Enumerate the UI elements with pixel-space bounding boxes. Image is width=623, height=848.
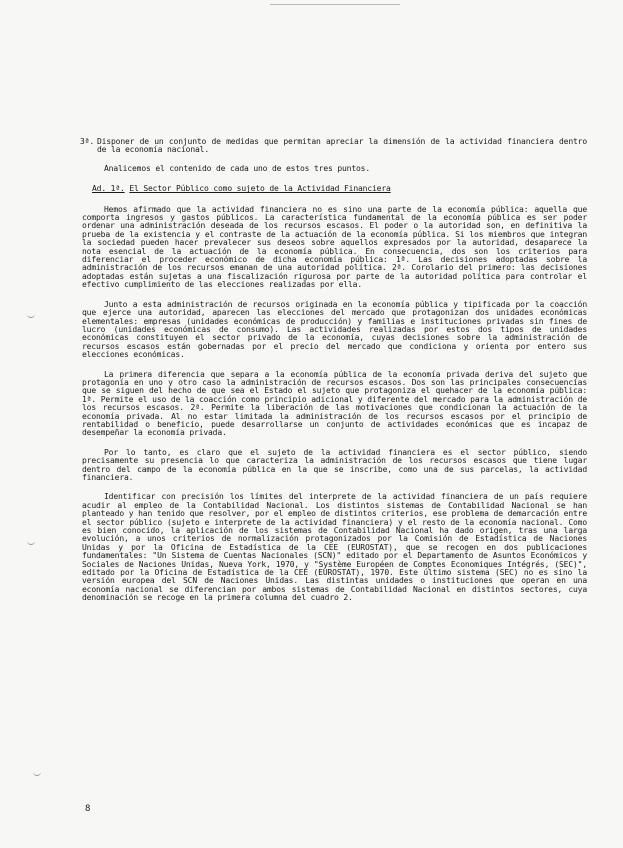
document-body	[82, 138, 587, 603]
section-title: El Sector Público como sujeto de la Actividad Financiera	[129, 184, 391, 194]
section-code: Ad. 1ª.	[92, 184, 125, 194]
intro-sentence: Analicemos el contenido de cada uno de estos tres puntos.	[104, 163, 370, 173]
list-item-number: 3ª.	[80, 137, 94, 146]
paragraph-5: Identificar con precisión los límites del interprete de la actividad financiera de un país requiere acudir al empleo de la Contabilidad Nacional. Los distintos sistemas de Contabilidad Nacional se han planteado y han tenido que resolver, por el empleo de distintos criterios, ese problema de demarcación entre el sector público (sujeto e interprete de la actividad financiera) y el resto de la economía nacional. Como es bien conocido, la aplicación de los sistemas de Contabilidad Nacional ha dado origen, tras una larga evolución, a unos criterios de normalización protagonizados por la Comisión de Estadística de Naciones Unidas y por la Oficina de Estadística de la CEE (EUROSTAT), que se recogen en dos publicaciones fundamentales: "Un Sistema de Cuentas Nacionales (SCN)" editado por el Departamento de Asuntos Económicos y Sociales de Naciones Unidas, Nueva York, 1970, y "Système Européen de Comptes Economiques Intégrés, (SEC)", editado por la Oficina de Estadística de la CEE (EUROSTAT), 1970. Este último sistema (SEC) no es sino la versión europea del SCN de Naciones Unidas. Las distintas unidades o instituciones que operan en una economía nacional se diferencian por ambos sistemas de Contabilidad Nacional en distintos sectores, cuya denominación se recoge en la primera columna del cuadro 2.	[82, 492, 587, 603]
paragraph-1: Hemos afirmado que la actividad financiera no es sino una parte de la economía pública: aquella que comporta ingresos y gastos públicos. La característica fundamental de la economía pública es ser poder ordenar una administración deseada de los recursos escasos. El poder o la autoridad son, en definitiva la prueba de la existencia y el contraste de la actuación de la economía pública. Si los miembros que integran la sociedad pueden hacer prevalecer sus deseos sobre aquellos expresados por la autoridad, desaparece la nota esencial de la actuación de la economía pública. En consecuencia, dos son los criterios para diferenciar el proceder económico de dicha economía pública: 1ª. Las decisiones adoptadas sobre la administración de los recursos emanan de una autoridad política. 2ª. Corolario del primero: las decisiones adoptadas están sujetas a una fiscalización rigurosa por parte de la autoridad política para controlar el efectivo cumplimiento de las elecciones realizadas por ella.	[82, 204, 587, 290]
paragraph-2: Junto a esta administración de recursos originada en la economía pública y tipificada por la coacción que ejerce una autoridad, aparecen las elecciones del mercado que protagonizan dos unidades económicas elementales: empresas (unidades económicas de producción) y familias e instituciones privadas sin fines de lucro (unidades económicas de consumo). Las actividades realizadas por estos dos tipos de unidades económicas constituyen el sector privado de la economía, cuyas decisiones sobre la administración de recursos escasos están gobernadas por el precio del mercado que condiciona y orienta por entero sus elecciones económicas.	[82, 299, 587, 360]
paragraph-4: Por lo tanto, es claro que el sujeto de la actividad financiera es el sector público, siendo precisamente su presencia lo que caracteriza la administración de los recursos escasos que tiene lugar dentro del campo de la economía pública en la que se inscribe, como una de sus parcelas, la actividad financiera.	[82, 447, 587, 482]
top-edge-line	[270, 4, 400, 5]
margin-mark	[33, 771, 41, 776]
margin-mark	[27, 313, 35, 318]
paragraph-3: La primera diferencia que separa a la economía pública de la economía privada deriva del sujeto que protagonía en uno y otro caso la administración de recursos escasos. Dos son las principales consecuencias que se siguen del hecho de que sea el Estado el sujeto que protagoniza el quehacer de la economía pública: 1ª. Permite el uso de la coacción como principio adicional y diferente del mercado para la administración de los recursos escasos. 2ª. Permite la liberación de las motivaciones que condicionan la actuación de la economía privada. Al no estar limitada la administración de los recursos escasos por el principio de rentabilidad o beneficio, puede desarrollarse un conjunto de actividades económicas que es incapaz de desempeñar la economía privada.	[82, 369, 587, 438]
margin-mark	[27, 540, 35, 545]
list-item-text: Disponer de un conjunto de medidas que permitan apreciar la dimensión de la actividad financiera dentro de la economía nacional.	[97, 137, 587, 155]
section-heading	[82, 185, 587, 193]
list-item-3	[82, 138, 587, 155]
page-number: 8	[85, 804, 91, 814]
